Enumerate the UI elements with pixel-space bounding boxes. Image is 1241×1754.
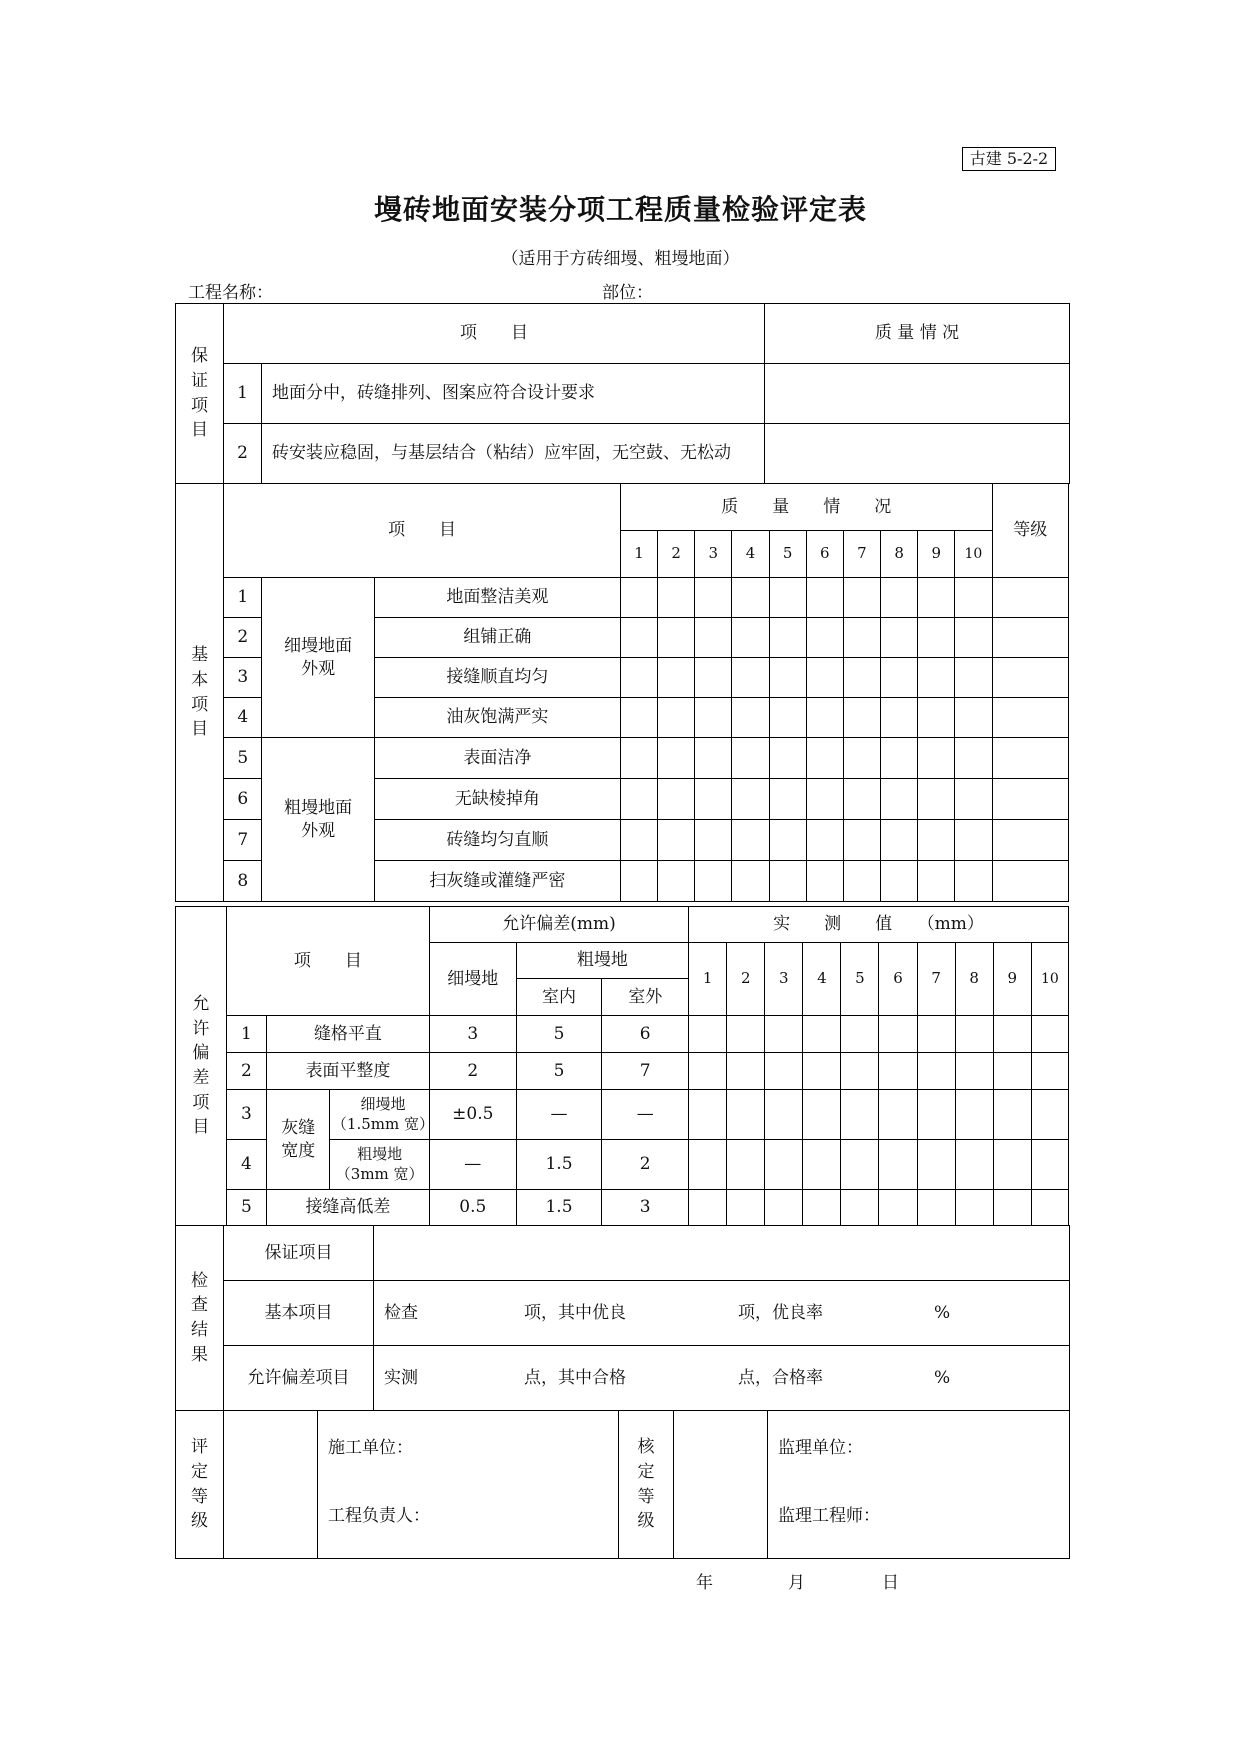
evaluation-table (175, 1410, 1070, 1559)
construction-signoff (318, 1411, 619, 1559)
column-number: 3 (695, 531, 732, 578)
table-row (176, 1190, 1069, 1226)
construction-unit-label: 施工单位： (328, 1438, 413, 1458)
basic-table (175, 483, 1069, 902)
value-outdoor: 2 (602, 1140, 689, 1190)
quality-cell[interactable] (765, 424, 1070, 484)
column-number: 8 (881, 531, 918, 578)
basic-item-text: 扫灰缝或灌缝严密 (374, 861, 620, 902)
row-number: 1 (226, 1016, 266, 1053)
check-section-label: 检查结果 (176, 1226, 224, 1411)
tolerance-section-label: 允许偏差项目 (176, 907, 227, 1226)
column-number: 3 (765, 943, 803, 1016)
column-number: 4 (732, 531, 769, 578)
supervision-signoff (768, 1411, 1070, 1559)
value-fine: 2 (429, 1053, 516, 1090)
column-number: 7 (917, 943, 955, 1016)
column-number: 2 (658, 531, 695, 578)
evaluation-grade-label: 评定等级 (176, 1411, 224, 1559)
basic-item-text: 地面整洁美观 (374, 578, 620, 618)
row-number: 5 (224, 738, 262, 779)
basic-item-text: 组铺正确 (374, 618, 620, 658)
check-basic-label: 基本项目 (224, 1281, 374, 1346)
page-subtitle: （适用于方砖细墁、粗墁地面） (501, 249, 740, 269)
basic-item-text: 油灰饱满严实 (374, 698, 620, 738)
guarantee-section-label: 保证项目 (176, 304, 224, 484)
guarantee-item-text: 地面分中，砖缝排列、图案应符合设计要求 (262, 364, 765, 424)
quality-cell[interactable] (765, 364, 1070, 424)
column-number: 2 (727, 943, 765, 1016)
tolerance-header-indoor: 室内 (516, 979, 602, 1016)
column-number: 6 (879, 943, 917, 1016)
guarantee-header-item: 项 目 (224, 304, 765, 364)
value-indoor: — (516, 1090, 602, 1140)
row-number: 7 (224, 820, 262, 861)
value-indoor: 5 (516, 1016, 602, 1053)
tolerance-header-outdoor: 室外 (602, 979, 689, 1016)
project-name-label: 工程名称： (188, 283, 273, 303)
column-number: 9 (918, 531, 955, 578)
guarantee-item-text: 砖安装应稳固，与基层结合（粘结）应牢固，无空鼓、无松动 (262, 424, 765, 484)
location-label: 部位： (602, 283, 653, 303)
check-tolerance-text: 实测 点，其中合格 点，合格率 % (374, 1346, 1070, 1411)
value-indoor: 1.5 (516, 1140, 602, 1190)
row-number: 3 (226, 1090, 266, 1140)
value-fine: 0.5 (429, 1190, 516, 1226)
tolerance-item: 缝格平直 (266, 1016, 429, 1053)
table-row (176, 578, 1069, 618)
value-outdoor: — (602, 1090, 689, 1140)
evaluation-grade-value[interactable] (224, 1411, 318, 1559)
tolerance-item: 接缝高低差 (266, 1190, 429, 1226)
row-number: 4 (224, 698, 262, 738)
row-number: 1 (224, 578, 262, 618)
row-number: 1 (224, 364, 262, 424)
column-number: 1 (620, 531, 657, 578)
basic-item-text: 接缝顺直均匀 (374, 658, 620, 698)
tolerance-item: 细墁地（1.5mm 宽） (330, 1090, 429, 1140)
tolerance-table (175, 906, 1069, 1226)
basic-header-item: 项 目 (224, 484, 621, 578)
row-number: 2 (224, 618, 262, 658)
row-number: 2 (226, 1053, 266, 1090)
value-indoor: 1.5 (516, 1190, 602, 1226)
basic-header-quality: 质 量 情 况 (620, 484, 992, 531)
row-number: 3 (224, 658, 262, 698)
basic-item-text: 砖缝均匀直顺 (374, 820, 620, 861)
tolerance-item: 粗墁地（3mm 宽） (330, 1140, 429, 1190)
tolerance-header-item: 项 目 (226, 907, 429, 1016)
column-number: 6 (806, 531, 843, 578)
tolerance-header-allow: 允许偏差(mm) (429, 907, 688, 943)
row-number: 5 (226, 1190, 266, 1226)
value-outdoor: 6 (602, 1016, 689, 1053)
column-number: 8 (955, 943, 993, 1016)
project-leader-label: 工程负责人： (328, 1506, 430, 1527)
page-title: 墁砖地面安装分项工程质量检验评定表 (373, 193, 867, 226)
basic-item-text: 表面洁净 (374, 738, 620, 779)
basic-item-text: 无缺棱掉角 (374, 779, 620, 820)
table-row (176, 1090, 1069, 1140)
table-row (176, 424, 1070, 484)
guarantee-table (175, 303, 1070, 484)
check-basic-text: 检查 项，其中优良 项，优良率 % (374, 1281, 1070, 1346)
row-number: 4 (226, 1140, 266, 1190)
value-fine: — (429, 1140, 516, 1190)
column-number: 4 (803, 943, 841, 1016)
column-number: 5 (769, 531, 806, 578)
basic-section-label: 基本项目 (176, 484, 224, 902)
row-number: 8 (224, 861, 262, 902)
table-row (176, 364, 1070, 424)
tolerance-header-coarse: 粗墁地 (516, 943, 688, 979)
row-number: 6 (224, 779, 262, 820)
column-number: 1 (689, 943, 727, 1016)
check-table (175, 1225, 1070, 1411)
column-number: 5 (841, 943, 879, 1016)
basic-group-coarse: 粗墁地面外观 (262, 738, 374, 902)
row-number: 2 (224, 424, 262, 484)
check-guarantee-label: 保证项目 (224, 1226, 374, 1281)
tolerance-header-measured: 实 测 值 （mm） (689, 907, 1069, 943)
date-day: 日 (882, 1573, 899, 1593)
table-row (176, 1053, 1069, 1090)
value-outdoor: 3 (602, 1190, 689, 1226)
check-tolerance-label: 允许偏差项目 (224, 1346, 374, 1411)
guarantee-header-quality: 质 量 情 况 (765, 304, 1070, 364)
value-fine: 3 (429, 1016, 516, 1053)
check-guarantee-value[interactable] (374, 1226, 1070, 1281)
table-row (176, 738, 1069, 779)
column-number: 9 (993, 943, 1031, 1016)
table-row (176, 1016, 1069, 1053)
supervision-unit-label: 监理单位： (778, 1438, 863, 1458)
tolerance-header-fine: 细墁地 (429, 943, 516, 1016)
basic-group-fine: 细墁地面外观 (262, 578, 374, 738)
supervision-engineer-label: 监理工程师： (778, 1506, 880, 1527)
basic-header-grade: 等级 (992, 484, 1068, 578)
column-number: 10 (955, 531, 992, 578)
verify-grade-label: 核定等级 (619, 1411, 674, 1559)
tolerance-item: 表面平整度 (266, 1053, 429, 1090)
verify-grade-value[interactable] (674, 1411, 768, 1559)
value-outdoor: 7 (602, 1053, 689, 1090)
column-number: 10 (1031, 943, 1068, 1016)
date-year: 年 (696, 1573, 713, 1593)
document-code: 古建 5-2-2 (962, 147, 1056, 171)
date-month: 月 (788, 1573, 805, 1593)
column-number: 7 (843, 531, 880, 578)
joint-width-label: 灰缝宽度 (266, 1090, 329, 1190)
value-indoor: 5 (516, 1053, 602, 1090)
value-fine: ±0.5 (429, 1090, 516, 1140)
